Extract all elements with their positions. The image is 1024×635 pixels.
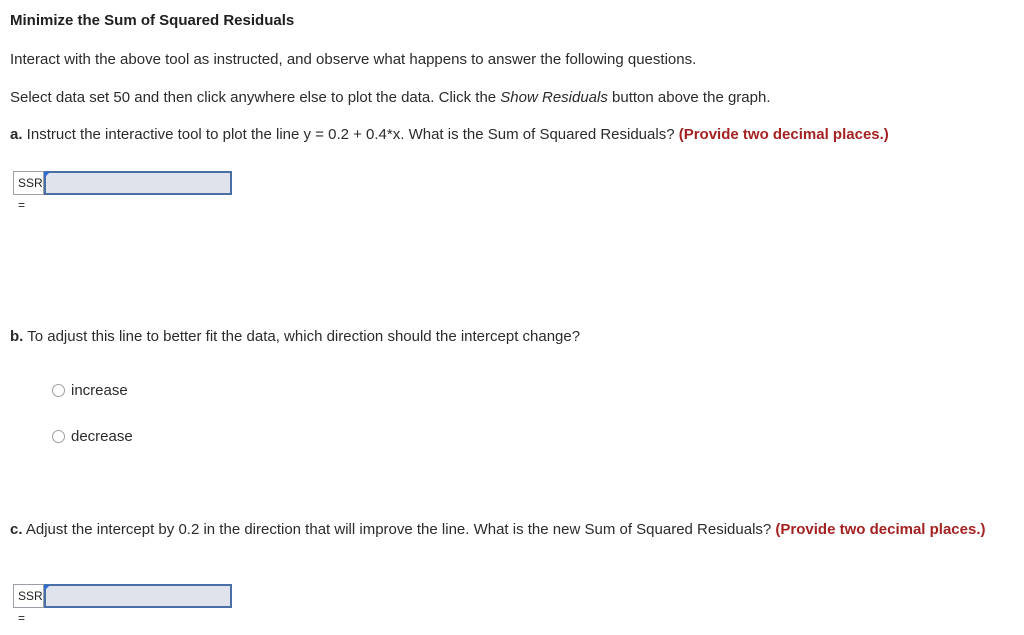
question-c-label: c. — [10, 521, 23, 538]
page-title: Minimize the Sum of Squared Residuals — [10, 12, 295, 29]
radio-label: increase — [71, 382, 128, 399]
question-a-label: a. — [10, 126, 23, 143]
instruction-prefix: Select data set 50 and then click anywhere else to plot the data. Click the — [10, 89, 501, 106]
ssr-input-wrap-a — [44, 172, 231, 194]
question-c — [10, 520, 1010, 539]
question-a — [10, 126, 889, 143]
intro-text: Interact with the above tool as instructed, and observe what happens to answer the following questions. — [10, 51, 697, 68]
question-b-label: b. — [10, 328, 24, 345]
question-c-note: (Provide two decimal places.) — [775, 521, 986, 538]
radio-button[interactable] — [52, 384, 65, 397]
radio-option-decrease[interactable] — [52, 428, 133, 445]
question-b — [10, 328, 580, 345]
instruction-emphasis: Show Residuals — [500, 89, 608, 106]
ssr-label-c: SSR = — [14, 585, 44, 607]
radio-option-increase[interactable] — [52, 382, 128, 399]
instruction-text — [10, 89, 771, 106]
ssr-label-a: SSR = — [14, 172, 44, 194]
question-a-text: Instruct the interactive tool to plot the line y = 0.2 + 0.4*x. What is the Sum of Squared Residuals? — [22, 126, 679, 143]
ssr-input-wrap-c — [44, 585, 231, 607]
ssr-input-a[interactable] — [44, 171, 232, 195]
radio-button[interactable] — [52, 430, 65, 443]
radio-label: decrease — [71, 428, 133, 445]
instruction-suffix: button above the graph. — [607, 89, 771, 106]
question-c-text: Adjust the intercept by 0.2 in the direction that will improve the line. What is the new Sum of Squared Residuals? — [22, 521, 776, 538]
ssr-field-c — [13, 584, 197, 625]
question-b-text: To adjust this line to better fit the data, which direction should the intercept change? — [23, 328, 581, 345]
question-a-note: (Provide two decimal places.) — [678, 126, 889, 143]
ssr-field-a — [13, 171, 208, 212]
ssr-input-c[interactable] — [44, 584, 232, 608]
